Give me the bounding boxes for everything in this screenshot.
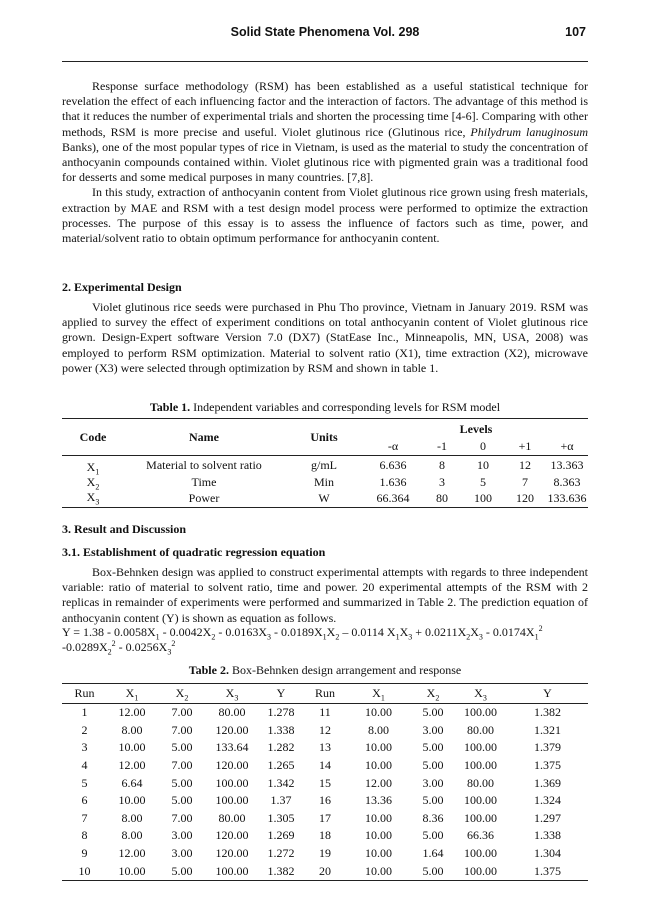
table-2-header-x2: $X_2$ [426, 686, 440, 703]
table-2-cell: 10 [78, 863, 91, 878]
table-2-cell: 6.64 [121, 775, 143, 790]
level-cell: 8.363 [553, 475, 581, 489]
level-cell: 7 [522, 475, 528, 489]
table-1-header-name: Name [189, 429, 219, 444]
table-2-cell: 1.324 [534, 793, 561, 808]
journal-title: Solid State Phenomena Vol. 298 [230, 25, 420, 39]
level-header: -α [387, 438, 399, 453]
table-2-cell: 20 [319, 863, 331, 878]
table-2-cell: 18 [319, 828, 331, 843]
level-header: -1 [437, 438, 447, 453]
table-2-cell: 10.00 [118, 793, 146, 808]
section-3-1-heading: 3.1. Establishment of quadratic regression equation [62, 545, 326, 559]
level-cell: 10 [477, 458, 489, 472]
table-2-cell: 100.00 [464, 793, 497, 808]
table-2-cell: 3.00 [422, 775, 444, 790]
table-2-cell: 100.00 [215, 793, 249, 808]
table-2-row [62, 739, 588, 757]
table-2-cell: 100.00 [215, 863, 249, 878]
table-2-cell: 5.00 [422, 793, 444, 808]
table-2-cell: 3.00 [171, 846, 193, 861]
table-2-cell: 5.00 [422, 863, 444, 878]
intro-text [62, 79, 588, 246]
table-2-cell: 7.00 [171, 705, 193, 720]
table-2-cell: 4 [81, 758, 88, 773]
header-rule [62, 61, 588, 62]
level-cell: 100 [474, 491, 492, 505]
table-1-header-levels: Levels [459, 421, 493, 436]
table-2-cell: 5.00 [422, 828, 444, 843]
table-2-header-x1: $X_1$ [372, 686, 385, 703]
section-2-heading: 2. Experimental Design [62, 280, 182, 294]
table-2-cell: 12.00 [118, 705, 146, 720]
table-2-cell: 10.00 [365, 846, 392, 861]
table-2-cell: 12.00 [118, 846, 146, 861]
level-cell: 12 [519, 458, 531, 472]
table-2-cell: 1.297 [534, 810, 561, 825]
table-2-cell: 120.00 [215, 846, 249, 861]
intro-paragraph-1: Response surface methodology (RSM) has been established as a useful statistical technique for revelation the effect of each influencing factor and the interaction of factors. The advantage of this method is that it reduces the number of experimental trials and shorten the processing time [4-6]. Comparing with other methods, RSM is more precise and useful. Violet glutinous rice (Glutinous rice, Philydrum lanuginosum Banks), one of the most popular types of rice in Vietnam, is used as the material to study the concentration of anthocyanin compounds contained within. Violet glutinous rice with pigmented grain was a traditional food for desserts and some medical purposes in many countries. [7,8]. [62, 79, 588, 185]
section-2-text [62, 300, 588, 376]
section-2-paragraph: Violet glutinous rice seeds were purchased in Phu Tho province, Vietnam in January 2019. RSM was applied to survey the effect of experiment conditions on total anthocyanin content of Violet glutinous rice grown. Design-Expert software Version 7.0 (DX7) (StatEase Inc., Minneapolis, MN, USA, 2008) was employed to perform RSM optimization. Material to solvent ratio (X1), time extraction (X2), microwave power (X3) were selected through optimization by RSM and shown in table 1. [62, 300, 588, 375]
level-cell: 13.363 [550, 458, 584, 472]
table-2-cell: 6 [81, 793, 88, 808]
table-2-cell: 1.379 [534, 740, 561, 755]
table-1 [62, 418, 588, 508]
intro-paragraph-2: In this study, extraction of anthocyanin content from Violet glutinous rice grown using fresh materials, extraction by MAE and RSM with a test design model process were performed to optimize the extraction processes. The purpose of this essay is to assess the influence of factors such as time, power, and material/solvent ratio to obtain optimum performance for anthocyanin content. [62, 185, 588, 246]
table-2-cell: 8.36 [422, 810, 444, 825]
table-2-cell: 120.00 [215, 828, 249, 843]
table-2-cell: 10.00 [365, 863, 392, 878]
table-2-cell: 10.00 [118, 740, 146, 755]
table-2-cell: 5.00 [171, 775, 193, 790]
table-2-cell: 10.00 [365, 740, 392, 755]
table-2-cell: 8 [81, 828, 88, 843]
table-2-header-x1: $X_1$ [125, 686, 139, 703]
level-header: +1 [518, 438, 532, 453]
table-2-cell: 17 [319, 810, 331, 825]
table-2-cell: 8.00 [121, 828, 143, 843]
table-2-cell: 12.00 [365, 775, 392, 790]
table-2-cell: 80.00 [467, 722, 494, 737]
name-cell: Material to solvent ratio [146, 458, 262, 472]
table-2 [62, 683, 588, 881]
level-header: +α [560, 438, 574, 453]
table-2-cell: 100.00 [464, 740, 497, 755]
table-2-cell: 1.375 [534, 863, 561, 878]
table-1-caption: Table 1. Independent variables and corresponding levels for RSM model [149, 400, 501, 414]
table-2-cell: 14 [319, 758, 331, 773]
table-2-cell: 5.00 [171, 740, 193, 755]
table-2-cell: 1.37 [270, 793, 292, 808]
table-2-row [62, 774, 588, 792]
table-2-cell: 5.00 [422, 705, 444, 720]
table-2-cell: 16 [319, 793, 331, 808]
table-2-cell: 12 [319, 722, 331, 737]
table-2-cell: 5.00 [171, 793, 193, 808]
table-2-cell: 10.00 [365, 705, 392, 720]
table-2-cell: 13 [319, 740, 331, 755]
table-2-cell: 5.00 [171, 863, 193, 878]
units-cell: W [318, 491, 330, 505]
table-1-row [62, 490, 588, 508]
table-2-cell: 7.00 [171, 758, 193, 773]
table-2-cell: 1.304 [534, 846, 561, 861]
table-2-cell: 1.382 [267, 863, 295, 878]
table-2-row [62, 827, 588, 845]
table-2-cell: 10.00 [365, 828, 392, 843]
table-1-row [62, 456, 588, 476]
level-header: 0 [480, 438, 486, 453]
regression-equation: $Y = 1.38 - 0.0058X_1 - 0.0042X_2 - 0.0163X_3 - 0.0189X_1X_2 - 0.0114$ $X_1X_3 + 0.0211X_2X_3 - 0.0174X_1^2$ $-0.0289X_2^2 - 0.0256X_3^2$ [62, 624, 543, 657]
table-2-cell: 1.278 [267, 705, 295, 720]
table-2-row [62, 704, 588, 722]
level-cell: 120 [516, 491, 534, 505]
table-2-cell: 7.00 [171, 722, 193, 737]
table-2-cell: 1.342 [267, 775, 295, 790]
table-2-cell: 8.00 [121, 722, 143, 737]
table-2-row [62, 792, 588, 810]
units-cell: g/mL [311, 458, 337, 472]
table-2-header-x3: $X_3$ [474, 686, 487, 703]
name-cell: Power [188, 491, 220, 505]
table-2-cell: 5 [81, 775, 88, 790]
table-2-header-run: Run [74, 686, 95, 700]
table-2-cell: 80.00 [218, 705, 246, 720]
table-2-cell: 10.00 [365, 758, 392, 773]
table-2-cell: 5.00 [422, 740, 444, 755]
section-3-paragraph: Box-Behnken design was applied to construct experimental attempts with regards to three independent variable: ratio of material to solvent ratio, time and power. 20 experimental attempts of the RSM with 2 replicas in remainder of experiments were performed and summarized in Table 2. The prediction equation of anthocyanin content (Y) is shown as equation as follows. [62, 565, 588, 625]
table-2-cell: 1.369 [534, 775, 561, 790]
table-2-cell: 10.00 [365, 810, 392, 825]
section-3-heading: 3. Result and Discussion [62, 522, 187, 536]
table-2-cell: 7 [81, 810, 88, 825]
table-2-cell: 80.00 [218, 810, 246, 825]
table-2-cell: 1.375 [534, 758, 561, 773]
page-number: 107 [565, 25, 586, 39]
section-3-text [62, 565, 588, 626]
table-2-cell: 13.36 [365, 793, 392, 808]
table-2-caption: Table 2. Box-Behnken design arrangement and response [188, 663, 462, 677]
table-1-header-units: Units [310, 429, 338, 444]
table-2-cell: 80.00 [467, 775, 494, 790]
table-2-cell: 100.00 [464, 705, 497, 720]
name-cell: Time [191, 475, 217, 489]
table-2-cell: 100.00 [464, 863, 497, 878]
table-2-cell: 9 [81, 846, 88, 861]
code-cell: $X_1$ [86, 460, 100, 477]
table-2-cell: 133.64 [215, 740, 249, 755]
table-2-cell: 11 [319, 705, 331, 720]
table-2-cell: 3 [81, 740, 88, 755]
table-2-cell: 1.338 [534, 828, 561, 843]
table-2-cell: 1.338 [267, 722, 295, 737]
level-cell: 133.636 [547, 491, 587, 505]
units-cell: Min [313, 475, 334, 489]
level-cell: 8 [439, 458, 445, 472]
code-cell: $X_2$ [86, 475, 100, 492]
table-2-cell: 120.00 [215, 722, 249, 737]
table-2-cell: 19 [319, 846, 331, 861]
table-2-cell: 100.00 [464, 758, 497, 773]
table-2-row [62, 757, 588, 775]
table-2-cell: 1.282 [267, 740, 295, 755]
table-2-cell: 120.00 [215, 758, 249, 773]
table-2-header-x2: $X_2$ [175, 686, 189, 703]
table-2-cell: 100.00 [464, 846, 497, 861]
table-2-cell: 1 [81, 705, 88, 720]
level-cell: 66.364 [376, 491, 410, 505]
table-2-cell: 8.00 [121, 810, 143, 825]
table-2-cell: 66.36 [467, 828, 494, 843]
level-cell: 1.636 [379, 475, 407, 489]
table-2-cell: 100.00 [215, 775, 249, 790]
level-cell: 3 [439, 475, 445, 489]
level-cell: 6.636 [379, 458, 407, 472]
table-2-header-run: Run [314, 686, 335, 700]
level-cell: 80 [436, 491, 448, 505]
table-2-cell: 3.00 [171, 828, 193, 843]
table-2-row [62, 862, 588, 880]
table-2-header-y: Y [543, 686, 552, 700]
table-2-cell: 7.00 [171, 810, 193, 825]
table-2-cell: 1.305 [267, 810, 295, 825]
table-2-cell: 1.265 [267, 758, 295, 773]
table-2-cell: 10.00 [118, 863, 146, 878]
table-2-cell: 1.272 [267, 846, 295, 861]
table-2-cell: 3.00 [422, 722, 444, 737]
code-cell: $X_3$ [86, 490, 100, 507]
table-2-cell: 12.00 [118, 758, 146, 773]
table-2-cell: 100.00 [464, 810, 497, 825]
table-2-cell: 1.269 [267, 828, 295, 843]
table-2-header-x3: $X_3$ [225, 686, 239, 703]
table-2-cell: 1.382 [534, 705, 561, 720]
table-2-row [62, 810, 588, 828]
table-2-header-y: Y [276, 686, 286, 700]
running-header [62, 22, 588, 42]
table-2-body [62, 704, 588, 881]
table-2-cell: 2 [81, 722, 88, 737]
level-cell: 5 [480, 475, 486, 489]
table-2-cell: 1.321 [534, 722, 561, 737]
table-2-cell: 1.64 [422, 846, 444, 861]
table-2-cell: 15 [319, 775, 331, 790]
table-2-row [62, 722, 588, 740]
table-1-header-code: Code [79, 429, 107, 444]
table-1-row [62, 475, 588, 490]
table-2-cell: 5.00 [422, 758, 444, 773]
table-2-cell: 8.00 [368, 722, 389, 737]
table-2-row [62, 845, 588, 863]
